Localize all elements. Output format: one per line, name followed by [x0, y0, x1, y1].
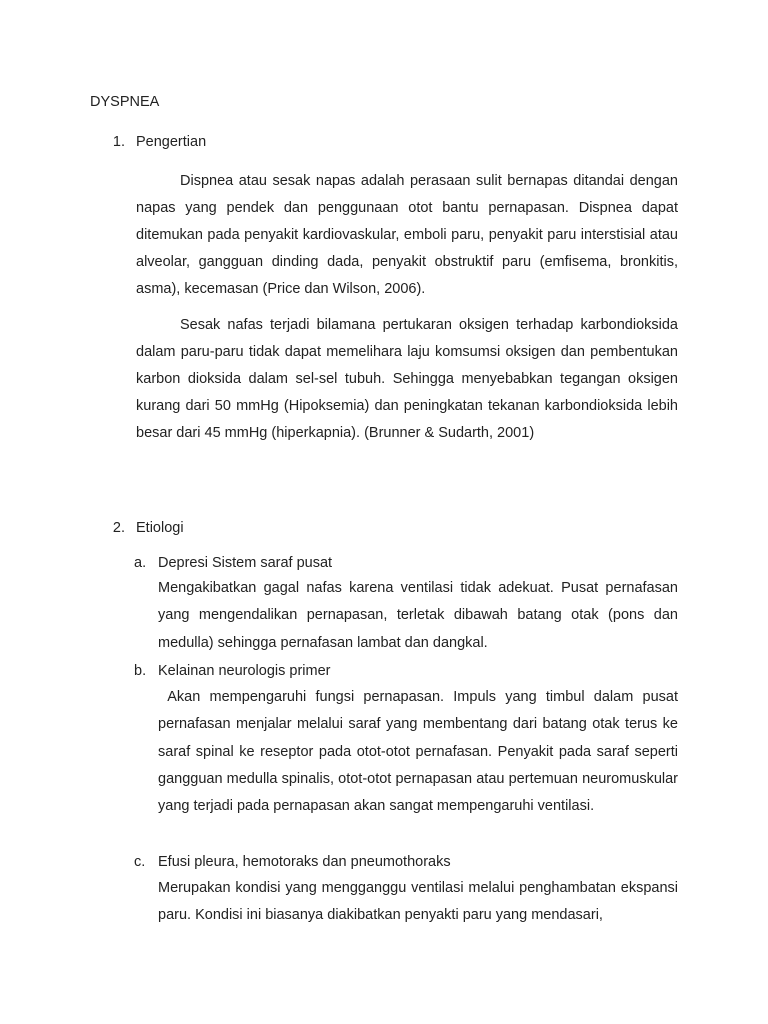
- paragraph-definition: Dispnea atau sesak napas adalah perasaan sulit bernapas ditandai dengan napas yang pendek dan penggunaan otot bantu pernapasan. Dispnea dapat ditemukan pada penyakit kardiovaskular, emboli paru, penyakit paru interstisial atau alveolar, gangguan dinding dada, penyakit obstruktif paru (emfisema, bronkitis, asma), kecemasan (Price dan Wilson, 2006).: [136, 173, 678, 297]
- list-item-title: Depresi Sistem saraf pusat: [158, 555, 333, 571]
- list-item-letter: a.: [134, 555, 147, 571]
- document-title: DYSPNEA: [90, 94, 160, 110]
- list-item-text: Merupakan kondisi yang mengganggu ventilasi melalui penghambatan ekspansi paru. Kondisi ini biasanya diakibatkan penyakti paru yang mendasari,: [158, 880, 678, 924]
- list-item-text: Akan mempengaruhi fungsi pernapasan. Impuls yang timbul dalam pusat pernafasan menjalar melalui saraf yang membentang dari batang otak terus ke saraf spinal ke reseptor pada otot-otot pernafasan. Penyakit pada saraf seperti gangguan medulla spinalis, otot-otot pernapasan atau pertemuan neuromuskular yang terjadi pada pernapasan akan sangat mempengaruhi ventilasi.: [158, 689, 683, 815]
- list-item-title: Efusi pleura, hemotoraks dan pneumothoraks: [158, 854, 451, 870]
- list-item-text: Mengakibatkan gagal nafas karena ventilasi tidak adekuat. Pusat pernafasan yang mengendalikan pernapasan, terletak dibawah batang otak (pons dan medulla) sehingga pernafasan lambat dan dangkal.: [158, 580, 678, 651]
- paragraph-dyspnea-mechanism: Sesak nafas terjadi bilamana pertukaran oksigen terhadap karbondioksida dalam paru-paru tidak dapat memelihara laju komsumsi oksigen dan pembentukan karbon dioksida dalam sel-sel tubuh. Sehingga menyebabkan tegangan oksigen kurang dari 50 mmHg (Hipoksemia) dan peningkatan tekanan karbondioksida lebih besar dari 45 mmHg (hiperkapnia). (Brunner & Sudarth, 2001): [136, 317, 678, 441]
- section-title-pengertian: Pengertian: [136, 134, 207, 150]
- list-item-letter: c.: [134, 854, 146, 870]
- section-title-etiologi: Etiologi: [136, 520, 184, 536]
- section-number-etiologi: 2.: [112, 520, 125, 536]
- list-item-title: Kelainan neurologis primer: [158, 663, 331, 679]
- list-item-letter: b.: [134, 663, 147, 679]
- section-number-pengertian: 1.: [112, 134, 125, 150]
